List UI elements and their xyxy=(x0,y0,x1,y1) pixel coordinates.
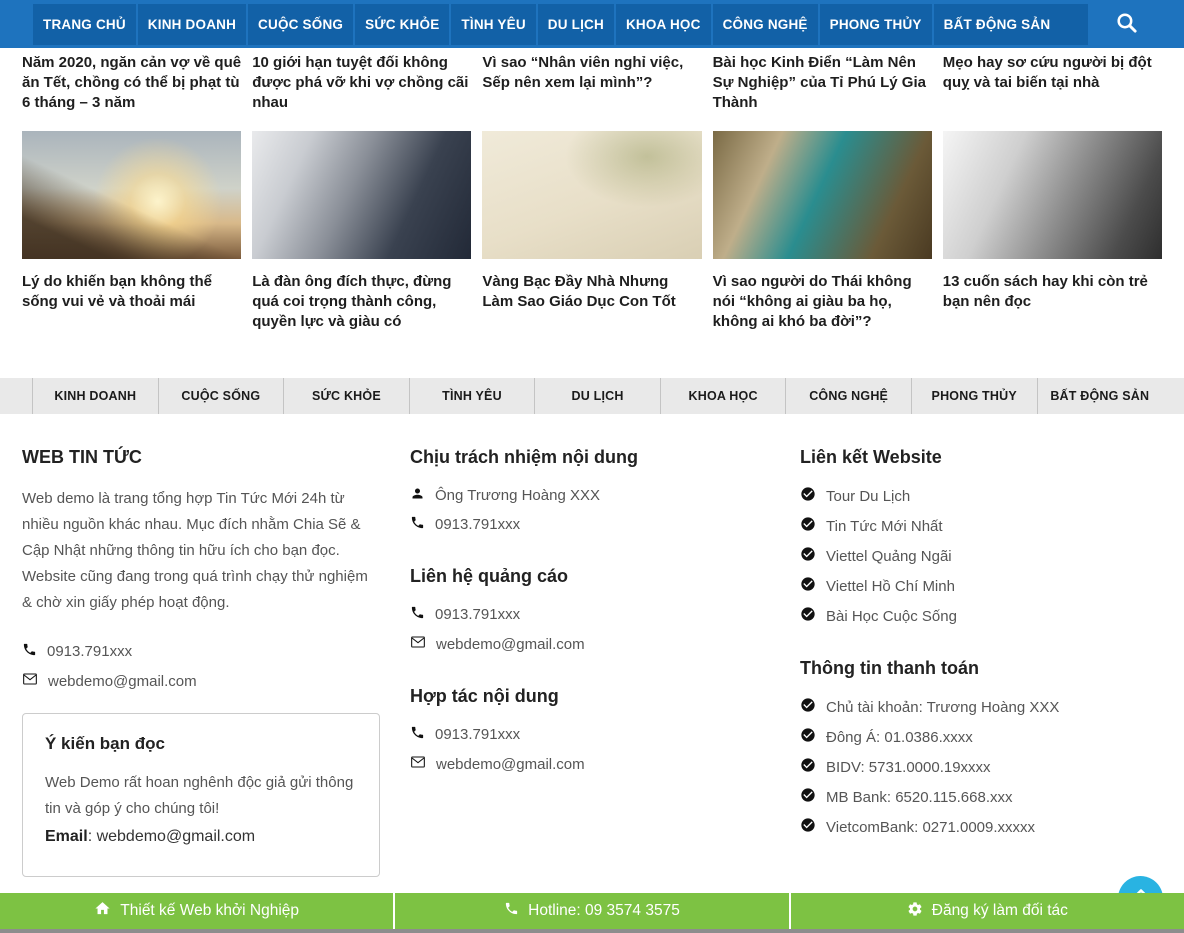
bottom-bar-web-design-link[interactable]: Thiết kế Web khởi Nghiệp xyxy=(0,893,393,929)
advertising-email: webdemo@gmail.com xyxy=(410,634,770,654)
footer-menu-item xyxy=(409,378,535,414)
payment-item: VietcomBank: 0271.0009.xxxxx xyxy=(800,817,1162,837)
article-title xyxy=(482,272,701,312)
article-thumbnail[interactable] xyxy=(22,131,241,259)
nav-item-cong-nghe[interactable]: CÔNG NGHỆ xyxy=(713,4,818,45)
feedback-email: Email: webdemo@gmail.com xyxy=(45,828,256,845)
footer-menu-item xyxy=(283,378,409,414)
check-circle-icon xyxy=(800,697,816,717)
website-link-anchor[interactable]: Tin Tức Mới Nhất xyxy=(826,517,943,535)
article-title xyxy=(22,53,241,131)
article-thumbnail[interactable] xyxy=(482,131,701,259)
article-link[interactable]: Mẹo hay sơ cứu người bị đột quỵ và tai biến tại nhà xyxy=(942,54,1152,91)
home-icon xyxy=(94,900,111,922)
check-circle-icon xyxy=(800,576,816,596)
mail-icon xyxy=(410,634,426,654)
payment-item: Đông Á: 01.0386.xxxx xyxy=(800,727,1162,747)
article-link[interactable]: Năm 2020, ngăn cản vợ về quê ăn Tết, chồng có thể bị phạt tù 6 tháng – 3 năm xyxy=(22,54,242,111)
nav-item-bat-dong-san[interactable]: BẤT ĐỘNG SẢN xyxy=(934,4,1088,45)
advertising-heading: Liên hệ quảng cáo xyxy=(410,566,569,586)
feedback-text: Web Demo rất hoan nghênh độc giả gửi thông tin và góp ý cho chúng tôi! xyxy=(45,774,354,817)
payment-info-group xyxy=(800,658,1162,837)
check-circle-icon xyxy=(800,727,816,747)
phone-icon xyxy=(504,901,519,921)
article-link[interactable]: 10 giới hạn tuyệt đối không được phá vỡ khi vợ chồng cãi nhau xyxy=(252,54,469,111)
cooperation-email: webdemo@gmail.com xyxy=(410,754,770,774)
check-circle-icon xyxy=(800,787,816,807)
phone-icon xyxy=(410,605,425,624)
footer-menu-item xyxy=(158,378,284,414)
main-nav xyxy=(0,0,1184,48)
feedback-box xyxy=(22,713,380,877)
search-icon xyxy=(1114,10,1139,40)
article-card xyxy=(943,131,1162,332)
footer-menu-link-tinh-yeu[interactable]: TÌNH YÊU xyxy=(442,389,502,403)
article-card xyxy=(713,131,932,332)
footer-about-text: Web demo là trang tổng hợp Tin Tức Mới 24h từ nhiều nguồn khác nhau. Mục đích nhằm Chia Sẽ & Cập Nhật những thông tin hữu ích cho bạn đọc. Website cũng đang trong quá trình chạy thử nghiệm & chờ xin giấy phép hoạt động. xyxy=(22,490,368,611)
payment-item: BIDV: 5731.0000.19xxxx xyxy=(800,757,1162,777)
article-link[interactable]: Vì sao người do Thái không nói “không ai giàu ba họ, không ai khó ba đời”? xyxy=(712,273,912,330)
article-link[interactable]: 13 cuốn sách hay khi còn trẻ bạn nên đọc xyxy=(942,273,1148,310)
article-thumbnail[interactable] xyxy=(943,131,1162,259)
footer-menu-link-bat-dong-san[interactable]: BẤT ĐỘNG SẢN xyxy=(1050,389,1150,403)
footer xyxy=(22,414,1162,877)
website-link xyxy=(800,516,1162,536)
article-card xyxy=(252,131,471,332)
gear-icon xyxy=(907,901,923,922)
website-links-heading: Liên kết Website xyxy=(800,447,942,467)
cooperation-heading: Hợp tác nội dung xyxy=(410,686,559,706)
article-card xyxy=(22,131,241,332)
responsibility-heading: Chịu trách nhiệm nội dung xyxy=(410,447,638,467)
check-circle-icon xyxy=(800,757,816,777)
payment-item: MB Bank: 6520.115.668.xxx xyxy=(800,787,1162,807)
footer-menu-link-khoa-hoc[interactable]: KHOA HỌC xyxy=(688,389,758,403)
user-icon xyxy=(410,486,425,505)
footer-menu-item xyxy=(785,378,911,414)
check-circle-icon xyxy=(800,546,816,566)
article-title xyxy=(713,53,932,131)
footer-menu-item xyxy=(534,378,660,414)
article-thumbnail[interactable] xyxy=(713,131,932,259)
website-link xyxy=(800,606,1162,626)
footer-menu-item xyxy=(911,378,1037,414)
nav-item-phong-thuy[interactable]: PHONG THỦY xyxy=(820,4,932,45)
payment-info-heading: Thông tin thanh toán xyxy=(800,658,979,678)
footer-about-email: webdemo@gmail.com xyxy=(22,671,380,691)
website-link-anchor[interactable]: Viettel Hồ Chí Minh xyxy=(826,577,955,595)
check-circle-icon xyxy=(800,486,816,506)
phone-icon xyxy=(410,725,425,744)
article-link[interactable]: Bài học Kinh Điển “Làm Nên Sự Nghiệp” của Tỉ Phú Lý Gia Thành xyxy=(712,54,926,111)
footer-contacts-column xyxy=(410,447,770,877)
footer-menu-link-phong-thuy[interactable]: PHONG THỦY xyxy=(931,389,1017,403)
responsibility-phone: 0913.791xxx xyxy=(410,515,770,534)
feedback-heading: Ý kiến bạn đọc xyxy=(45,734,165,753)
nav-item-kinh-doanh[interactable]: KINH DOANH xyxy=(138,4,246,45)
website-link xyxy=(800,546,1162,566)
article-title xyxy=(252,272,471,332)
footer-menu-link-cuoc-song[interactable]: CUỘC SỐNG xyxy=(181,389,261,403)
nav-item-tinh-yeu[interactable]: TÌNH YÊU xyxy=(451,4,535,45)
footer-menu-item xyxy=(1037,378,1163,414)
previous-row-titles xyxy=(22,48,1162,131)
article-link[interactable]: Lý do khiến bạn không thể sống vui vẻ và thoải mái xyxy=(22,273,213,310)
check-circle-icon xyxy=(800,606,816,626)
cooperation-group xyxy=(410,686,770,774)
footer-links-column xyxy=(800,447,1162,877)
check-circle-icon xyxy=(800,817,816,837)
bottom-bar xyxy=(0,893,1184,929)
article-title xyxy=(252,53,471,131)
phone-icon xyxy=(22,642,37,661)
footer-menu-item xyxy=(32,378,158,414)
responsibility-group xyxy=(410,447,770,534)
article-title xyxy=(943,53,1162,131)
bottom-bar-partner-link[interactable]: Đăng ký làm đối tác xyxy=(789,893,1184,929)
footer-menu-link-du-lich[interactable]: DU LỊCH xyxy=(571,389,624,403)
footer-menu-link-kinh-doanh[interactable]: KINH DOANH xyxy=(54,389,137,403)
footer-about-phone: 0913.791xxx xyxy=(22,642,380,661)
website-link-anchor[interactable]: Bài Học Cuộc Sống xyxy=(826,607,957,625)
nav-item-du-lich[interactable]: DU LỊCH xyxy=(538,4,614,45)
bottom-strip xyxy=(0,929,1184,933)
nav-item-suc-khoe[interactable]: SỨC KHỎE xyxy=(355,4,449,45)
footer-menu-link-cong-nghe[interactable]: CÔNG NGHỆ xyxy=(809,389,889,403)
article-title xyxy=(482,53,701,131)
mail-icon xyxy=(22,671,38,691)
nav-item-khoa-hoc[interactable]: KHOA HỌC xyxy=(616,4,711,45)
website-link-anchor[interactable]: Viettel Quảng Ngãi xyxy=(826,547,952,565)
article-title xyxy=(22,272,241,312)
advertising-group xyxy=(410,566,770,654)
website-links-group xyxy=(800,447,1162,626)
search-button[interactable] xyxy=(1090,4,1162,45)
website-link xyxy=(800,576,1162,596)
check-circle-icon xyxy=(800,516,816,536)
article-link[interactable]: Vàng Bạc Đầy Nhà Nhưng Làm Sao Giáo Dục Con Tốt xyxy=(482,273,676,310)
website-link xyxy=(800,486,1162,506)
advertising-phone: 0913.791xxx xyxy=(410,605,770,624)
payment-item: Chủ tài khoản: Trương Hoàng XXX xyxy=(800,697,1162,717)
cooperation-phone: 0913.791xxx xyxy=(410,725,770,744)
footer-about-column xyxy=(22,447,380,877)
article-thumbnail[interactable] xyxy=(252,131,471,259)
nav-item-cuoc-song[interactable]: CUỘC SỐNG xyxy=(248,4,353,45)
article-title xyxy=(713,272,932,332)
main-nav-inner xyxy=(22,4,1162,45)
website-link-anchor[interactable]: Tour Du Lịch xyxy=(826,487,911,505)
article-link[interactable]: Vì sao “Nhân viên nghỉ việc, Sếp nên xem lại mình”? xyxy=(482,54,684,91)
footer-menu xyxy=(0,378,1184,414)
nav-item-trang-chu[interactable]: TRANG CHỦ xyxy=(33,4,136,45)
bottom-bar-hotline-link[interactable]: Hotline: 09 3574 3575 xyxy=(393,893,788,929)
footer-about-heading: WEB TIN TỨC xyxy=(22,447,142,467)
footer-menu-item xyxy=(660,378,786,414)
article-link[interactable]: Là đàn ông đích thực, đừng quá coi trọng thành công, quyền lực và giàu có xyxy=(252,273,452,330)
mail-icon xyxy=(410,754,426,774)
responsibility-person: Ông Trương Hoàng XXX xyxy=(410,486,770,505)
article-card xyxy=(482,131,701,332)
footer-menu-link-suc-khoe[interactable]: SỨC KHỎE xyxy=(311,389,381,403)
article-title xyxy=(943,272,1162,312)
article-cards-row xyxy=(22,131,1162,332)
phone-icon xyxy=(410,515,425,534)
